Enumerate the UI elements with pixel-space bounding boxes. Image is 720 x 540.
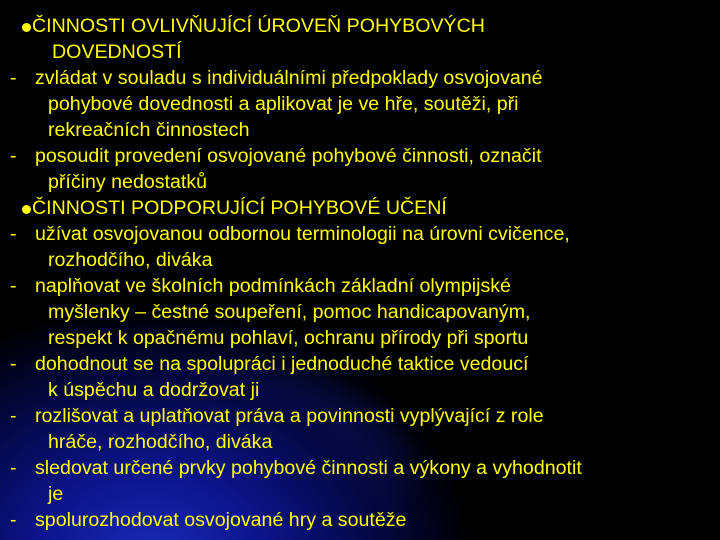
list-item bbox=[0, 221, 720, 273]
bullet-icon bbox=[22, 23, 31, 32]
item-text: dohodnout se na spolupráci i jednoduché taktice vedoucí bbox=[35, 353, 529, 375]
item-text: rozlišovat a uplatňovat práva a povinnosti vyplývající z role bbox=[35, 405, 544, 427]
item-continuation: respekt k opačnému pohlaví, ochranu přírody při sportu bbox=[48, 327, 529, 349]
item-continuation: k úspěchu a dodržovat ji bbox=[48, 379, 260, 401]
list-item bbox=[0, 65, 720, 143]
bullet-icon bbox=[22, 205, 31, 214]
dash-marker: - bbox=[10, 275, 17, 297]
item-text: užívat osvojovanou odbornou terminologii na úrovni cvičence, bbox=[35, 223, 570, 245]
dash-marker: - bbox=[10, 457, 17, 479]
item-continuation: hráče, rozhodčího, diváka bbox=[48, 431, 273, 453]
item-continuation: je bbox=[48, 483, 64, 505]
item-text: spolurozhodovat osvojované hry a soutěže bbox=[35, 509, 407, 531]
list-item bbox=[0, 455, 720, 507]
item-text: naplňovat ve školních podmínkách základní olympijské bbox=[35, 275, 511, 297]
item-continuation: myšlenky – čestné soupeření, pomoc handicapovaným, bbox=[48, 301, 531, 323]
list-item bbox=[0, 507, 720, 533]
dash-marker: - bbox=[10, 405, 17, 427]
list-item bbox=[0, 273, 720, 351]
bullet-heading-motor-skills bbox=[0, 13, 720, 65]
list-item bbox=[0, 143, 720, 195]
item-continuation: příčiny nedostatků bbox=[48, 171, 208, 193]
list-item bbox=[0, 351, 720, 403]
item-text: sledovat určené prvky pohybové činnosti a výkony a vyhodnotit bbox=[35, 457, 582, 479]
bullet-heading-motor-learning bbox=[0, 195, 720, 221]
dash-marker: - bbox=[10, 145, 17, 167]
dash-marker: - bbox=[10, 67, 17, 89]
dash-marker: - bbox=[10, 353, 17, 375]
dash-marker: - bbox=[10, 509, 17, 531]
dash-marker: - bbox=[10, 223, 17, 245]
item-text: zvládat v souladu s individuálními předpoklady osvojované bbox=[35, 67, 543, 89]
item-text: posoudit provedení osvojované pohybové činnosti, označit bbox=[35, 145, 542, 167]
item-continuation: pohybové dovednosti a aplikovat je ve hře, soutěži, při bbox=[48, 93, 519, 115]
heading-continuation: DOVEDNOSTÍ bbox=[52, 41, 182, 63]
item-continuation: rekreačních činnostech bbox=[48, 119, 250, 141]
heading-text: ČINNOSTI PODPORUJÍCÍ POHYBOVÉ UČENÍ bbox=[32, 197, 447, 219]
list-item bbox=[0, 403, 720, 455]
item-continuation: rozhodčího, diváka bbox=[48, 249, 213, 271]
heading-text: ČINNOSTI OVLIVŇUJÍCÍ ÚROVEŇ POHYBOVÝCH bbox=[32, 15, 485, 37]
